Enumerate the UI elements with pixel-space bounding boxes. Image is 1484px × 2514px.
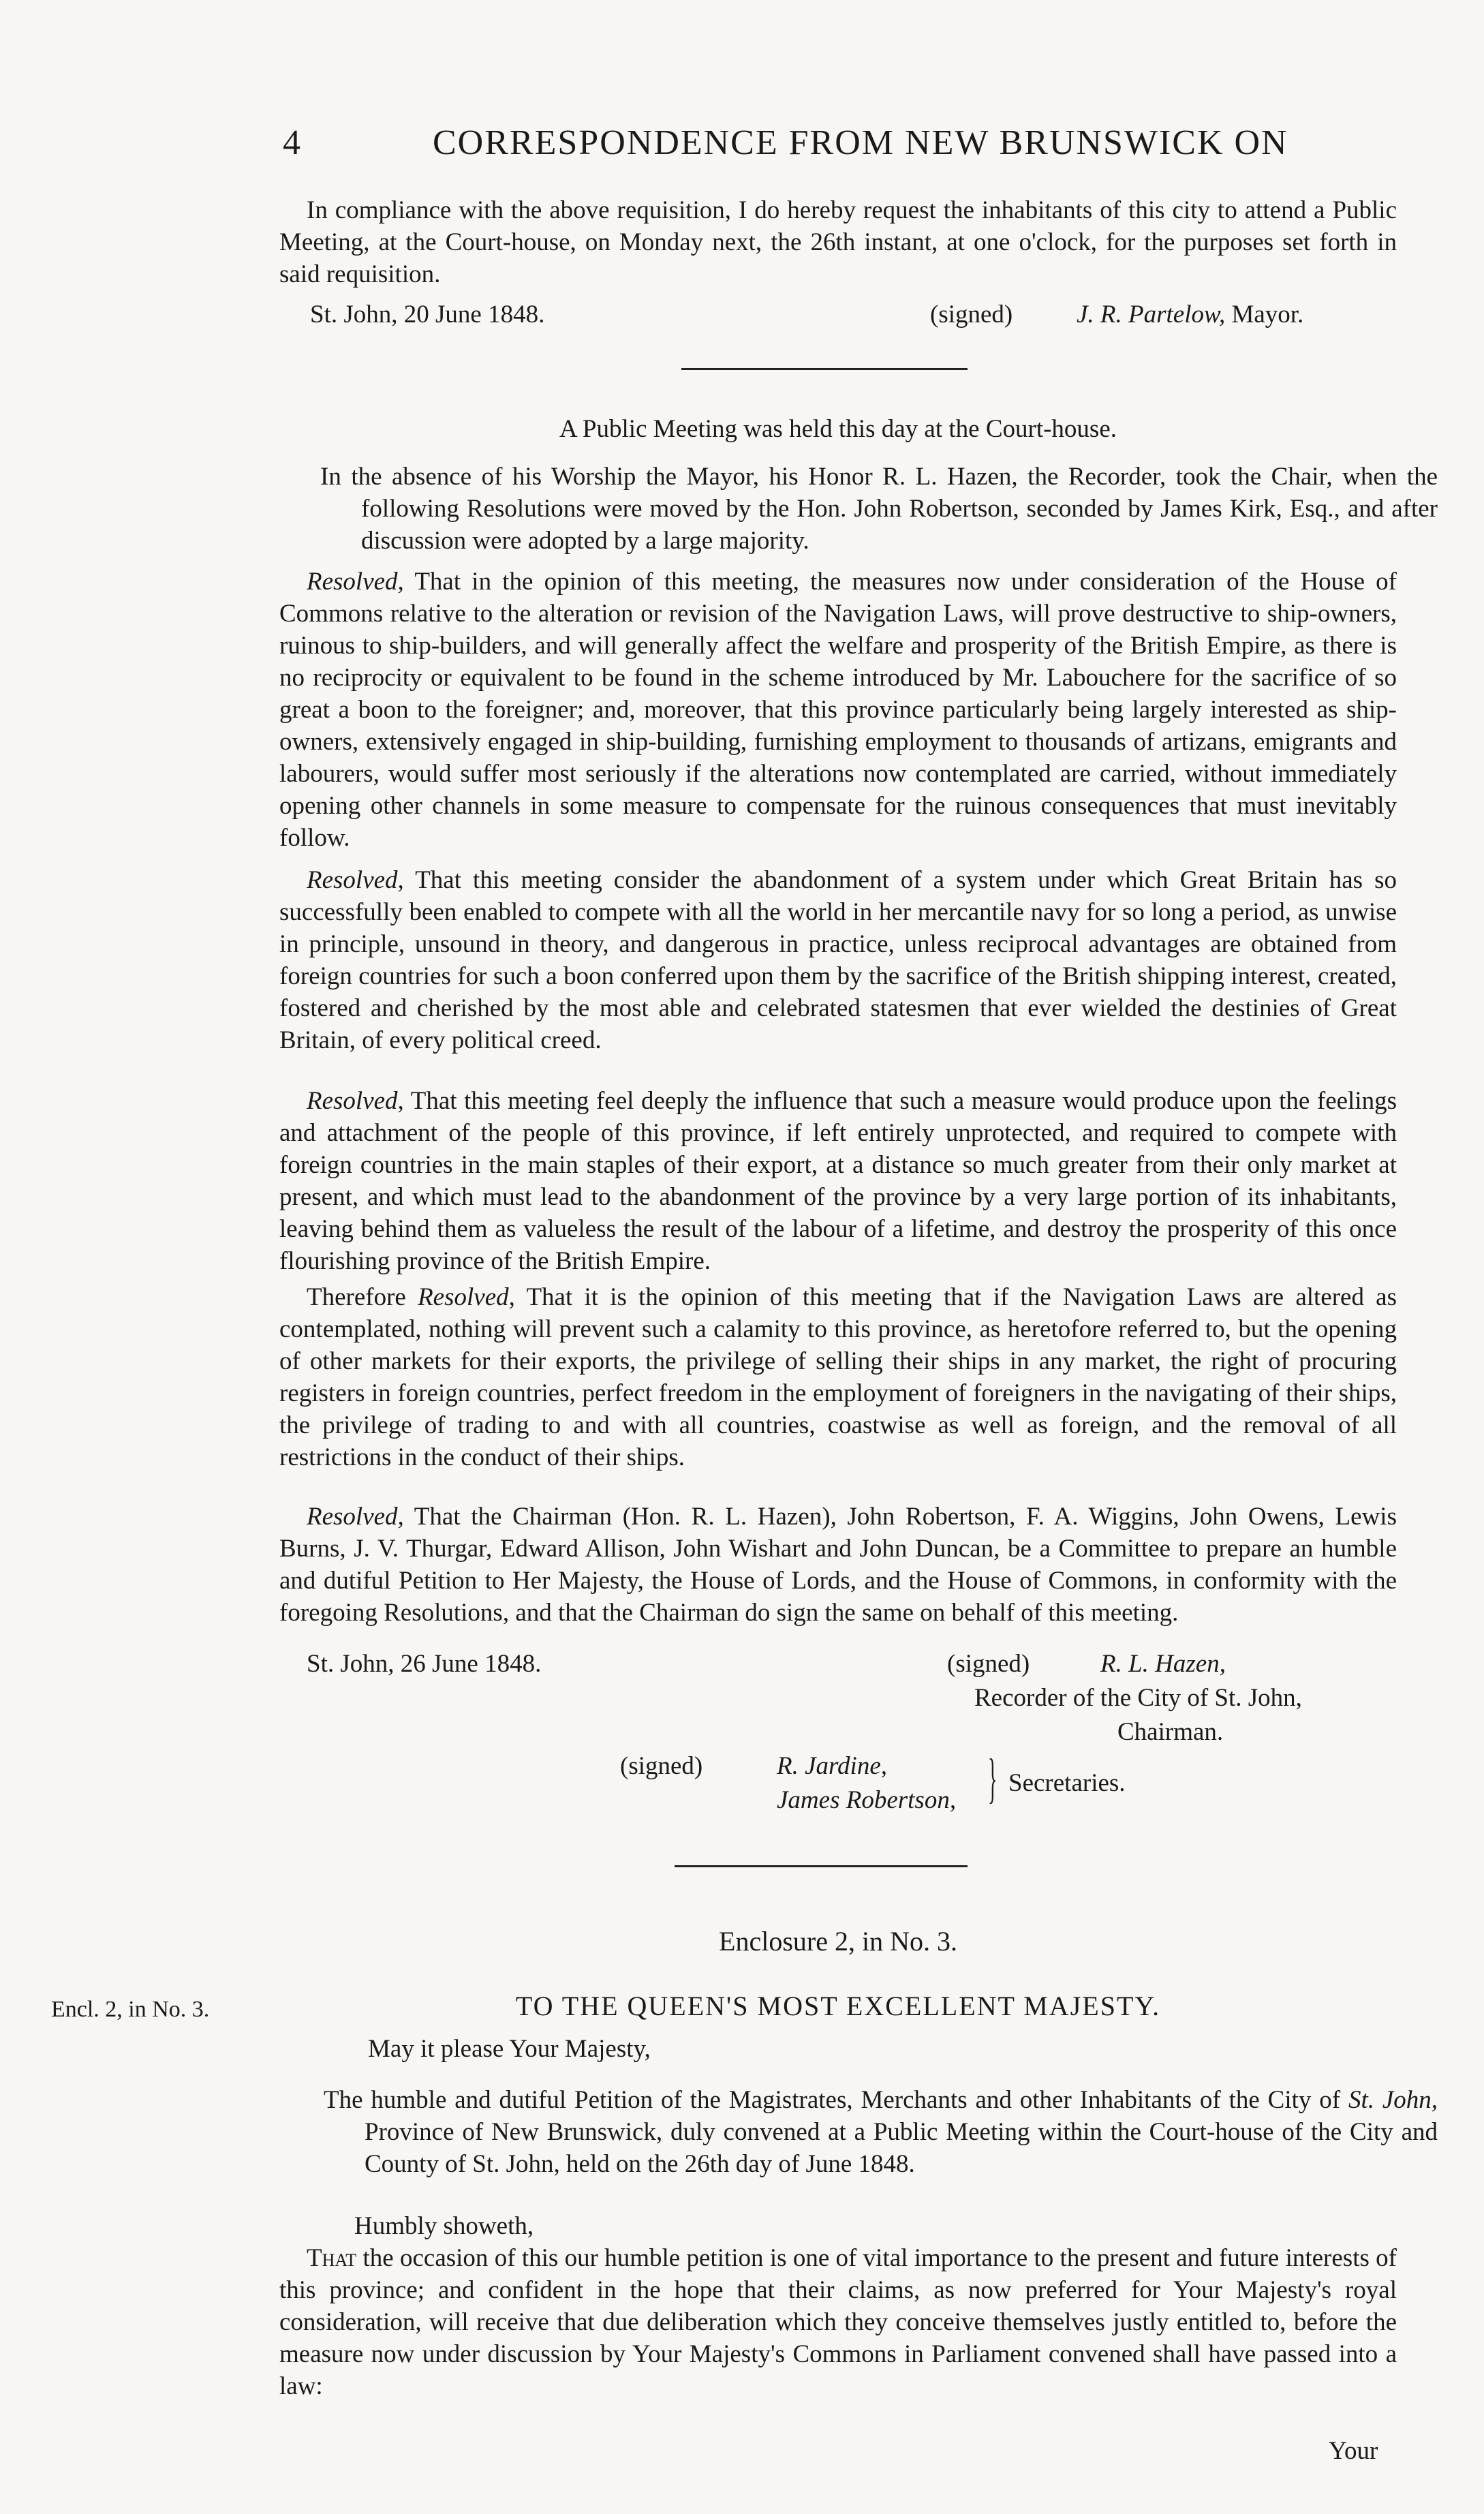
secretaries-signed: (signed) [620,1752,703,1780]
petition-address: TO THE QUEEN'S MOST EXCELLENT MAJESTY. [515,1991,1161,2021]
meeting-signed: (signed) [947,1650,1030,1678]
petition-intro [324,2084,1438,2180]
resolution-2 [279,864,1397,1056]
petition-body [279,2242,1397,2402]
divider-rule-2 [675,1865,968,1867]
secretary-jardine: R. Jardine, [777,1752,888,1780]
resolution-1-text: That in the opinion of this meeting, the measures now under consideration of the House of Commons relative to the alteration or revision of the Navigation Laws, will prove destructive to ship-owners, ruinous to ship-builders, and will generally affect the welfare and prosperity of the British Empire, as there is no reciprocity or equivalent to be found in the scheme introduced by Mr. Labouchere for the sacrifice of so great a boon to the foreigner; and, moreover, that this province particularly being largely interested as ship-owners, extensively engaged in ship-building, furnishing employment to thousands of artizans, emigrants and labourers, would suffer most seriously if the alterations now contemplated are carried, without immediately opening other channels in some measure to compensate for the ruinous consequences that must inevitably follow. [279,568,1397,852]
enclosure-heading: Enclosure 2, in No. 3. [719,1926,957,1957]
notice-signer: J. R. Partelow, [1077,301,1226,328]
petition-city: St. John, [1348,2086,1438,2114]
divider-rule [681,368,968,370]
resolution-5-label: Resolved, [307,1503,404,1531]
resolution-3 [279,1085,1397,1277]
resolution-1-label: Resolved, [307,568,404,596]
meeting-signer-role: Chairman. [1117,1718,1224,1746]
page-number: 4 [283,123,300,162]
resolution-4-prefix: Therefore [307,1283,406,1311]
resolution-4-label: Resolved, [418,1283,515,1311]
resolution-4 [279,1281,1397,1473]
meeting-signer: R. L. Hazen, [1100,1650,1226,1678]
page-header [283,123,1373,170]
resolution-5 [279,1501,1397,1629]
meeting-signer-title: Recorder of the City of St. John, [974,1684,1302,1712]
petition-showeth: Humbly showeth, [354,2212,534,2240]
resolution-2-label: Resolved, [307,866,404,894]
notice-signed: (signed) [930,301,1013,328]
petition-salutation: May it please Your Majesty, [368,2035,651,2063]
notice-signer-title: Mayor. [1231,301,1304,328]
resolution-4-text: That it is the opinion of this meeting that if the Navigation Laws are altered as contemplated, nothing will prevent such a calamity to this province, as heretofore referred to, but the opening of other markets for their exports, the privilege of selling their ships in any market, the right of procuring registers in foreign countries, perfect freedom in the employment of foreigners in the navigating of their ships, the privilege of trading to and with all countries, coastwise as well as foreign, and the removal of all restrictions in the conduct of their ships. [279,1283,1397,1471]
resolution-5-text: That the Chairman (Hon. R. L. Hazen), John Robertson, F. A. Wiggins, John Owens, Lewis Burns, J. V. Thurgar, Edward Allison, John Wishart and John Duncan, be a Committee to prepare an humble and dutiful Petition to Her Majesty, the House of Lords, and the House of Commons, in conformity with the foregoing Resolutions, and that the Chairman do sign the same on behalf of this meeting. [279,1503,1397,1627]
secretaries-brace: } [988,1749,998,1809]
notice-place-date: St. John, 20 June 1848. [310,301,545,328]
notice-signature [1077,300,1303,329]
resolution-1 [279,566,1397,854]
petition-that: That [307,2244,357,2272]
petition-body-text: the occasion of this our humble petition is one of vital importance to the present and future interests of this province; and confident in the hope that their claims, as now preferred for Your Majesty's royal consideration, will receive that due deliberation which they conceive themselves justly entitled to, before the measure now under discussion by Your Majesty's Commons in Parliament convened shall have passed into a law: [279,2244,1397,2400]
resolution-3-label: Resolved, [307,1087,404,1115]
secretaries-label: Secretaries. [1008,1769,1126,1797]
secretary-robertson: James Robertson, [777,1786,957,1814]
resolution-3-text: That this meeting feel deeply the influence that such a measure would produce upon the feelings and attachment of the people of this province, if left entirely unprotected, and required to compete with foreign countries in the main staples of their export, at a distance so much greater from their only market at present, and which must lead to the abandonment of the province by a very large portion of its inhabitants, leaving behind them as valueless the result of the labour of a lifetime, and destroy the prosperity of this once flourishing province of the British Empire. [279,1087,1397,1275]
meeting-place-date: St. John, 26 June 1848. [307,1650,542,1678]
meeting-intro: In the absence of his Worship the Mayor, his Honor R. L. Hazen, the Recorder, took the Chair, when the following Resolutions were moved by the Hon. John Robertson, seconded by James Kirk, Esq., and after discussion were adopted by a large majority. [320,463,1438,555]
meeting-heading: A Public Meeting was held this day at the Court-house. [559,415,1117,443]
catchword: Your [1329,2437,1378,2465]
petition-intro-b: Province of New Brunswick, duly convened at a Public Meeting within the Court-house of the City and County of St. John, held on the 26th day of June 1848. [365,2118,1438,2178]
resolution-2-text: That this meeting consider the abandonment of a system under which Great Britain has so successfully been enabled to compete with all the world in her mercantile navy for so long a period, as unwise in principle, unsound in theory, and dangerous in practice, unless reciprocal advantages are obtained from foreign countries for such a boon conferred upon them by the sacrifice of the British shipping interest, created, fostered and cherished by the most able and celebrated statesmen that ever wielded the destinies of Great Britain, of every political creed. [279,866,1397,1054]
margin-note: Encl. 2, in No. 3. [51,1997,210,2022]
notice-paragraph: In compliance with the above requisition, I do hereby request the inhabitants of this city to attend a Public Meeting, at the Court-house, on Monday next, the 26th instant, at one o'clock, for the purposes set forth in said requisition. [279,196,1397,288]
petition-intro-a: The humble and dutiful Petition of the Magistrates, Merchants and other Inhabitants of the City of [324,2086,1341,2114]
running-title: CORRESPONDENCE FROM NEW BRUNSWICK ON [433,123,1288,162]
